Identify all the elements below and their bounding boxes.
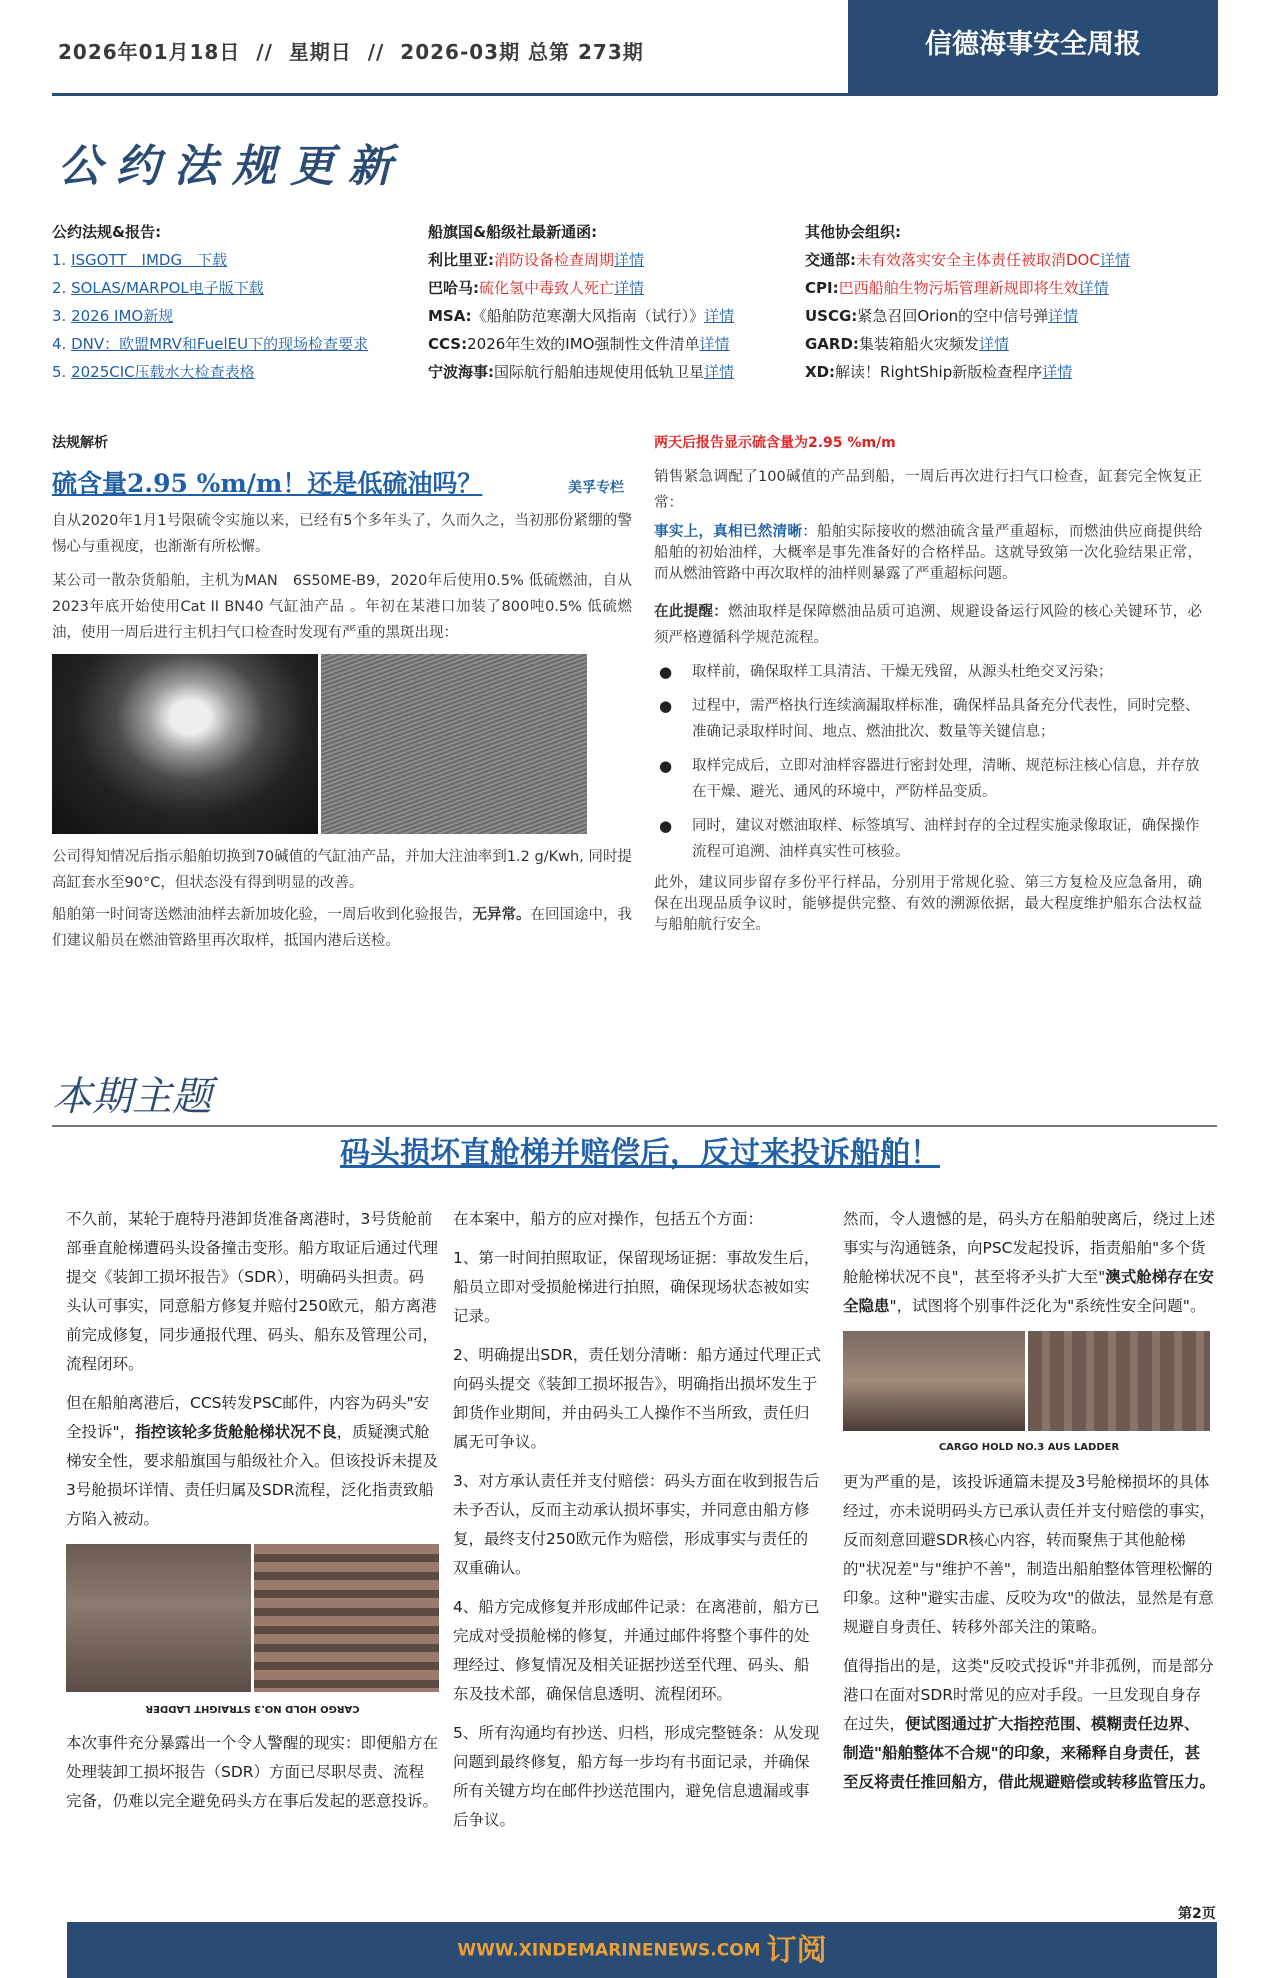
feature-column-2 [453, 1205, 823, 1845]
regulations-list [52, 218, 432, 386]
section-divider [52, 1125, 1217, 1127]
cargo-hold-photo [843, 1331, 1025, 1431]
photo-caption: CARGO HOLD NO.3 STRAIGHT LADDER [145, 1703, 360, 1714]
ladder-photo-row [843, 1331, 1215, 1431]
bullet-item: ● 同时，建议对燃油取样、标签填写、油样封存的全过程实施录像取证，确保操作流程可追溯、油样真实性可核验。 [654, 813, 1202, 865]
feature-paragraph: 本次事件充分暴露出一个令人警醒的现实：即便船方在处理装卸工损坏报告（SDR）方面已尽职尽责、流程完备，仍难以完全避免码头方在事后发起的恶意投诉。 [66, 1734, 439, 1810]
details-link[interactable]: 详情 [1099, 251, 1130, 269]
article-title[interactable]: 硫含量2.95 %m/m！还是低硫油吗？ [52, 469, 483, 498]
feature-step: 5、所有沟通均有抄送、归档，形成完整链条：从发现问题到最终修复，船方每一步均有书面记录，并确保所有关键方均在邮件抄送范围内，避免信息遗漏或事后争议。 [453, 1724, 820, 1829]
list-item[interactable]: 巴哈马:硫化氢中毒致人死亡详情 [428, 279, 645, 297]
list-item[interactable]: 2. SOLAS/MARPOL电子版下载 [52, 279, 264, 297]
section-title-regulations: 公约法规更新 [58, 141, 406, 192]
article-paragraph: 销售紧急调配了100碱值的产品到船，一周后再次进行扫气口检查，缸套完全恢复正常： [654, 469, 1202, 511]
details-link[interactable]: 详情 [704, 307, 735, 325]
cylinder-liner-photo [52, 654, 318, 834]
article-left-column [52, 432, 632, 954]
photo-row [52, 654, 632, 834]
website-link[interactable]: WWW.XINDEMARINENEWS.COM [457, 1940, 761, 1961]
list-heading: 船旗国&船级社最新通函: [428, 223, 598, 241]
issue-info: 2026年01月18日 // 星期日 // 2026-03期 总第 273期 [58, 40, 644, 64]
feature-paragraph: 然而，令人遗憾的是，码头方在船舶驶离后，绕过上述事实与沟通链条，向PSC发起投诉，指责船舶"多个货舱舱梯状况不良"，甚至将矛头扩大至"澳式舱梯存在安全隐患"，试图将个别事件泛化为"系统性安全问题"。 [843, 1210, 1216, 1315]
footer-bar [67, 1922, 1217, 1978]
column-tag: 美孚专栏 [568, 480, 624, 496]
aus-ladder-photo [1028, 1331, 1210, 1431]
list-heading: 公约法规&报告: [52, 223, 162, 241]
feature-paragraph: 值得指出的是，这类"反咬式投诉"并非孤例，而是部分港口在面对SDR时常见的应对手段。一旦发现自身存在过失，便试图通过扩大指控范围、模糊责任边界、制造"船舶整体不合规"的印象，来稀释自身责任，甚至反将责任推回船方，借此规避赔偿或转移监管压力。 [843, 1657, 1216, 1791]
photo-caption: CARGO HOLD NO.3 AUS LADDER [938, 1442, 1120, 1453]
details-link[interactable]: 详情 [699, 335, 730, 353]
details-link[interactable]: 详情 [1048, 307, 1079, 325]
result-heading: 两天后报告显示硫含量为2.95 %m/m [654, 435, 896, 451]
list-item[interactable]: 3. 2026 IMO新规 [52, 307, 174, 325]
issue-date: 2026年01月18日 [58, 40, 241, 64]
list-item[interactable]: XD:解读！RightShip新版检查程序详情 [805, 363, 1073, 381]
feature-step: 4、船方完成修复并形成邮件记录：在离港前，船方已完成对受损舱梯的修复，并通过邮件将整个事件的处理经过、修复情况及相关证据抄送至代理、码头、船东及技术部，确保信息透明、流程闭环。 [453, 1598, 820, 1703]
list-item[interactable]: 5. 2025CIC压载水大检查表格 [52, 363, 255, 381]
feature-step: 1、第一时间拍照取证，保留现场证据：事故发生后，船员立即对受损舱梯进行拍照，确保现场状态被如实记录。 [453, 1249, 820, 1325]
feature-paragraph: 在本案中，船方的应对操作，包括五个方面： [453, 1210, 764, 1228]
feature-paragraph: 更为严重的是，该投诉通篇未提及3号舱梯损坏的具体经过，亦未说明码头方已承认责任并支付赔偿的事实，反而刻意回避SDR核心内容，转而聚焦于其他舱梯的"状况差"与"维护不善"，制造出船舶整体管理松懈的印象。这种"避实击虚、反咬为攻"的做法，显然是有意规避自身责任、转移外部关注的策略。 [843, 1473, 1216, 1636]
list-item[interactable]: 4. DNV：欧盟MRV和FuelEU下的现场检查要求 [52, 335, 369, 353]
article-paragraph: 船舶第一时间寄送燃油油样去新加坡化验，一周后收到化验报告，无异常。在回国途中，我们建议船员在燃油管路里再次取样，抵国内港后送检。 [52, 907, 632, 949]
feature-headline[interactable]: 码头损坏直舱梯并赔偿后，反过来投诉船舶！ [340, 1136, 940, 1171]
section-title-theme: 本期主题 [52, 1074, 212, 1120]
list-heading: 其他协会组织: [805, 223, 901, 241]
association-list [805, 218, 1217, 386]
details-link[interactable]: 详情 [614, 251, 645, 269]
article-paragraph: 自从2020年1月1号限硫令实施以来，已经有5个多年头了，久而久之，当初那份紧绷的警惕心与重视度，也渐渐有所松懈。 [52, 513, 632, 555]
header-divider [52, 93, 1217, 96]
feature-paragraph: 不久前，某轮于鹿特丹港卸货准备离港时，3号货舱前部垂直舱梯遭码头设备撞击变形。船方取证后通过代理提交《装卸工损坏报告》（SDR），明确码头担责。码头认可事实，同意船方修复并赔付250欧元，船方离港前完成修复，同步通报代理、码头、船东及管理公司，流程闭环。 [66, 1210, 439, 1373]
bullet-item: ● 过程中，需严格执行连续滴漏取样标准，确保样品具备充分代表性，同时完整、准确记录取样时间、地点、燃油批次、数量等关键信息； [654, 693, 1202, 745]
cylinder-liner-closeup-photo [321, 654, 587, 834]
article-paragraph: 事实上，真相已然清晰：船舶实际接收的燃油硫含量严重超标，而燃油供应商提供给船舶的初始油样，大概率是事先准备好的合格样品。这就导致第一次化验结果正常，而从燃油管路中再次取样的油样则暴露了严重超标问题。 [654, 524, 1203, 582]
list-item[interactable]: USCG:紧急召回Orion的空中信号弹详情 [805, 307, 1079, 325]
details-link[interactable]: 详情 [978, 335, 1009, 353]
list-item[interactable]: 宁波海事:国际航行船舶违规使用低轨卫星详情 [428, 363, 735, 381]
cargo-hold-photo [66, 1544, 251, 1692]
details-link[interactable]: 详情 [704, 363, 735, 381]
list-item[interactable]: CCS:2026年生效的IMO强制性文件清单详情 [428, 335, 730, 353]
issue-number: 2026-03期 总第 273期 [400, 40, 644, 64]
page-number: 第2页 [1178, 1906, 1216, 1922]
details-link[interactable]: 详情 [1042, 363, 1073, 381]
list-item[interactable]: CPI:巴西船舶生物污垢管理新规即将生效详情 [805, 279, 1109, 297]
list-item[interactable]: MSA:《船舶防范寒潮大风指南（试行）》详情 [428, 307, 735, 325]
bullet-item: ● 取样完成后，立即对油样容器进行密封处理，清晰、规范标注核心信息，并存放在干燥、避光、通风的环境中，严防样品变质。 [654, 753, 1202, 805]
details-link[interactable]: 详情 [1078, 279, 1109, 297]
feature-step: 3、对方承认责任并支付赔偿：码头方面在收到报告后未予否认，反而主动承认损坏事实，并同意由船方修复，最终支付250欧元作为赔偿，形成事实与责任的双重确认。 [453, 1472, 820, 1577]
bullet-item: ● 取样前，确保取样工具清洁、干燥无残留，从源头杜绝交叉污染； [654, 659, 1202, 685]
ladder-photo [254, 1544, 439, 1692]
feature-step: 2、明确提出SDR，责任划分清晰：船方通过代理正式向码头提交《装卸工损坏报告》，明确指出损坏发生于卸货作业期间，并由码头工人操作不当所致，责任归属无可争议。 [453, 1346, 821, 1451]
list-item[interactable]: GARD:集装箱船火灾频发详情 [805, 335, 1009, 353]
article-paragraph: 公司得知情况后指示船舶切换到70碱值的气缸油产品，并加大注油率到1.2 g/Kwh, 同时提高缸套水至90°C，但状态没有得到明显的改善。 [52, 849, 632, 891]
feature-column-3 [843, 1205, 1215, 1807]
article-paragraph: 此外，建议同步留存多份平行样品，分别用于常规化验、第三方复检及应急备用，确保在出现品质争议时，能够提供完整、有效的溯源依据，最大程度维护船东合法权益与船舶航行安全。 [654, 875, 1202, 933]
issue-weekday: 星期日 [288, 40, 352, 64]
details-link[interactable]: 详情 [614, 279, 645, 297]
subscribe-link[interactable]: 订阅 [766, 1932, 827, 1968]
feature-paragraph: 但在船舶离港后，CCS转发PSC邮件，内容为码头"安全投诉"，指控该轮多货舱舱梯状况不良，质疑澳式舱梯安全性，要求船旗国与船级社介入。但该投诉未提及3号舱损坏详情、责任归属及SDR流程，泛化指责致船方陷入被动。 [66, 1394, 439, 1528]
list-item[interactable]: 交通部:未有效落实安全主体责任被取消DOC详情 [805, 251, 1130, 269]
feature-column-1 [66, 1205, 439, 1826]
article-kicker: 法规解析 [52, 435, 108, 451]
brand-title: 信德海事安全周报 [848, 0, 1218, 95]
ladder-photo-row [66, 1544, 439, 1692]
list-item[interactable]: 1. ISGOTT IMDG 下载 [52, 251, 228, 269]
article-paragraph: 在此提醒：燃油取样是保障燃油品质可追溯、规避设备运行风险的核心关键环节，必须严格遵循科学规范流程。 [654, 604, 1203, 646]
article-right-column [654, 432, 1202, 936]
flag-state-list [428, 218, 808, 386]
list-item[interactable]: 利比里亚:消防设备检查周期详情 [428, 251, 645, 269]
article-paragraph: 某公司一散杂货船舶，主机为MAN 6S50ME-B9，2020年后使用0.5% 低硫燃油，自从2023年底开始使用Cat II BN40 气缸油产品 。年初在某港口加装了800吨0.5% 低硫燃油，使用一周后进行主机扫气口检查时发现有严重的黑斑出现： [52, 573, 632, 641]
